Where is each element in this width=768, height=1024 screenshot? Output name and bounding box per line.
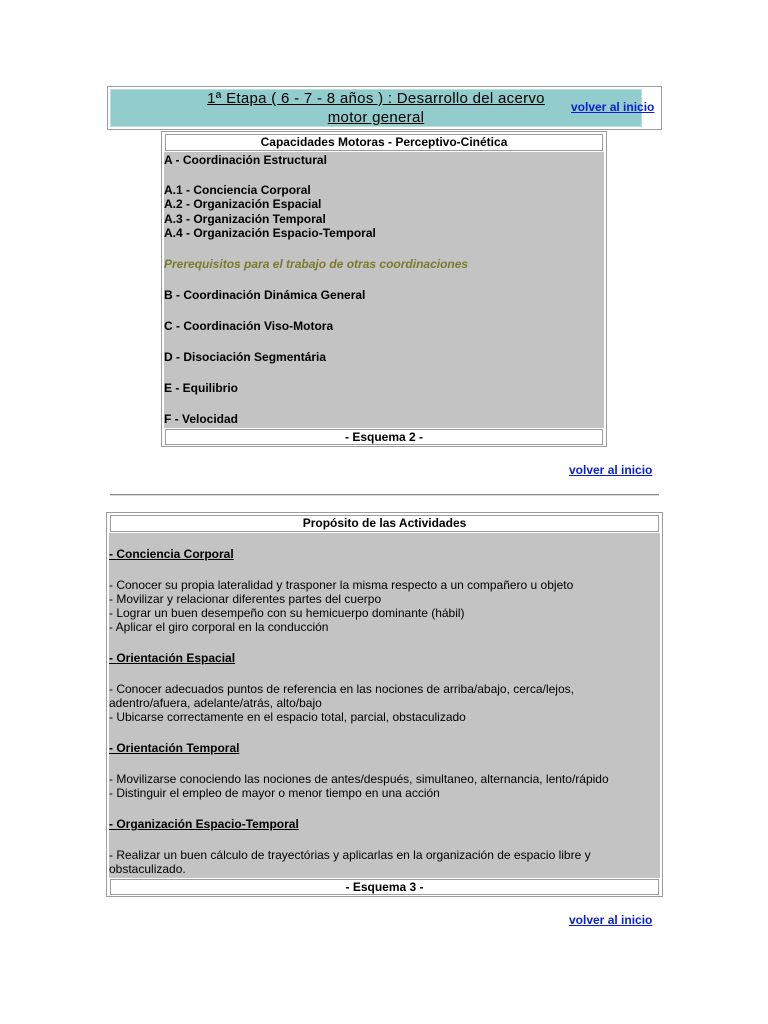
activity-line: adentro/afuera, adelante/atrás, alto/bajo [109,696,322,710]
page-title-line-2: motor general [327,109,425,126]
section-title-spatial-orientation: - Orientación Espacial [109,651,236,665]
activities-table-body [109,533,660,878]
a-item-3: A.3 - Organización Temporal [164,212,326,226]
prerequisites-note: Prerequisitos para el trabajo de otras coordinaciones [164,257,469,271]
section-title-temporal-orientation: - Orientación Temporal [109,741,240,755]
header-title-cell [110,89,642,127]
activity-line: - Conocer adecuados puntos de referencia en las nociones de arriba/abajo, cerca/lejos, [109,682,574,696]
group-a-label: A - Coordinación Estructural [164,153,327,167]
a-item-2: A.2 - Organización Espacial [164,197,322,211]
activities-purpose-table [106,512,663,897]
activities-table-caption: - Esquema 3 - [110,879,659,895]
page-title-line-1: 1ª Etapa ( 6 - 7 - 8 años ) : Desarrollo del acervo [207,90,545,107]
activity-line: - Realizar un buen cálculo de trayectórias y aplicarlas en la organización de espacio libre y [109,848,591,862]
activity-line: - Movilizarse conociendo las nociones de antes/después, simultaneo, alternancia, lento/rápido [109,772,609,786]
activity-line: - Aplicar el giro corporal en la conducción [109,620,329,634]
group-b-label: B - Coordinación Dinámica General [164,288,366,302]
group-e-label: E - Equilibrio [164,381,238,395]
motor-skills-table-body [164,152,604,428]
back-to-start-link-top[interactable]: volver al inicio [571,100,655,114]
activities-table-heading: Propósito de las Actividades [110,515,659,532]
back-to-start-link-middle[interactable]: volver al inicio [569,463,653,477]
motor-skills-table [161,131,607,447]
section-title-body-awareness: - Conciencia Corporal [109,547,234,561]
activity-line: - Ubicarse correctamente en el espacio total, parcial, obstaculizado [109,710,466,724]
activity-line: - Movilizar y relacionar diferentes partes del cuerpo [109,592,382,606]
activity-line: - Lograr un buen desempeño con su hemicuerpo dominante (hábil) [109,606,465,620]
activity-line: - Distinguir el empleo de mayor o menor tiempo en una acción [109,786,440,800]
activity-line: obstaculizado. [109,862,186,876]
motor-skills-table-heading: Capacidades Motoras - Perceptivo-Cinética [165,134,603,151]
motor-skills-table-caption: - Esquema 2 - [165,429,603,445]
section-divider [110,494,659,496]
page-title [207,89,545,127]
section-title-space-time-organization: - Organización Espacio-Temporal [109,817,299,831]
activity-line: - Conocer su propia lateralidad y trasponer la misma respecto a un compañero u objeto [109,578,574,592]
group-c-label: C - Coordinación Viso-Motora [164,319,334,333]
a-item-1: A.1 - Conciencia Corporal [164,183,311,197]
group-f-label: F - Velocidad [164,412,239,426]
back-to-start-link-bottom[interactable]: volver al inicio [569,913,653,927]
group-d-label: D - Disociación Segmentária [164,350,327,364]
a-item-4: A.4 - Organización Espacio-Temporal [164,226,376,240]
